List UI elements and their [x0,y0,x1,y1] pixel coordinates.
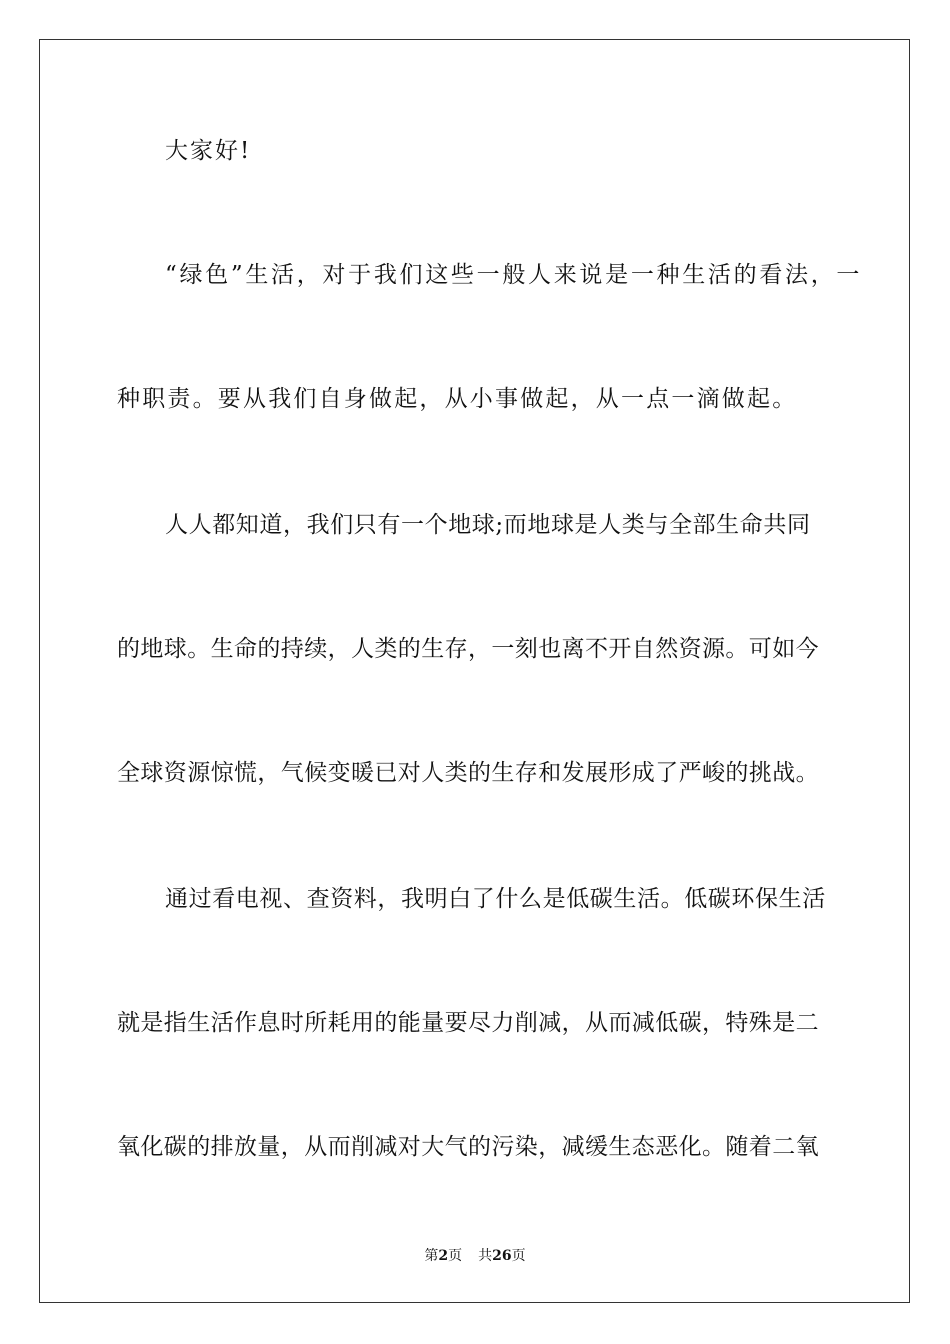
paragraph-line: “绿色”生活，对于我们这些一般人来说是一种生活的看法，一 [165,262,863,288]
total-pages-number: 26 [492,1248,512,1264]
paragraph-line: 氧化碳的排放量，从而削减对大气的污染，减缓生态恶化。随着二氧 [117,1134,819,1160]
page-number-suffix: 页 [448,1248,463,1264]
paragraph-line: 全球资源惊慌，气候变暖已对人类的生存和发展形成了严峻的挑战。 [117,760,819,786]
current-page-number: 2 [438,1248,449,1264]
paragraph-line: 就是指生活作息时所耗用的能量要尽力削减，从而减低碳，特殊是二 [117,1010,819,1036]
paragraph-line: 人人都知道，我们只有一个地球;而地球是人类与全部生命共同 [165,512,811,538]
paragraph-line: 的地球。生命的持续，人类的生存，一刻也离不开自然资源。可如今 [117,636,819,662]
paragraph-line: 种职责。要从我们自身做起，从小事做起，从一点一滴做起。 [117,386,798,412]
page-border [39,39,910,1303]
total-pages-prefix: 共 [478,1248,493,1264]
page-footer [0,1246,950,1266]
page-number-prefix: 第 [424,1248,439,1264]
greeting-line: 大家好! [165,138,252,164]
total-pages-suffix: 页 [511,1248,526,1264]
paragraph-line: 通过看电视、查资料，我明白了什么是低碳生活。低碳环保生活 [165,886,826,912]
